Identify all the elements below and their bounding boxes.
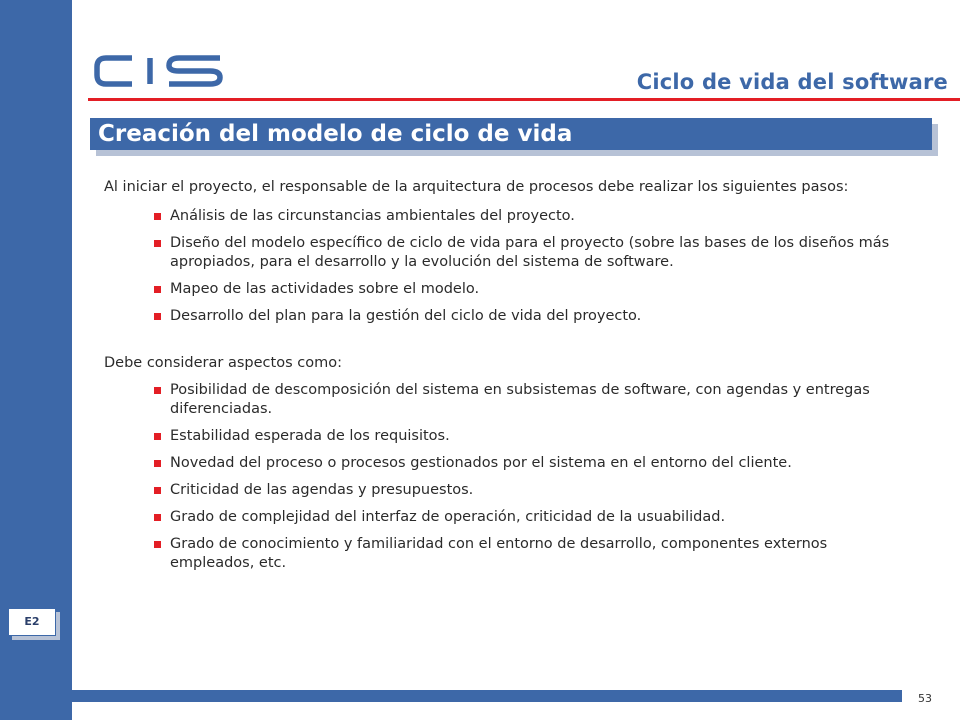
aspects-intro: Debe considerar aspectos como:: [104, 355, 342, 371]
bullet-icon: [154, 286, 161, 293]
list-item-text: Análisis de las circunstancias ambientales del proyecto.: [170, 208, 575, 224]
bullet-icon: [154, 460, 161, 467]
list-item-text: Posibilidad de descomposición del sistema en subsistemas de software, con agendas y entregas diferenciadas.: [170, 382, 870, 417]
bullet-icon: [154, 313, 161, 320]
list-item: [104, 381, 896, 419]
bullet-icon: [154, 514, 161, 521]
steps-list: [104, 207, 896, 326]
list-item: [104, 427, 896, 446]
list-item-text: Estabilidad esperada de los requisitos.: [170, 428, 450, 444]
intro-paragraph: Al iniciar el proyecto, el responsable de la arquitectura de procesos debe realizar los siguientes pasos:: [104, 179, 849, 195]
list-item-text: Criticidad de las agendas y presupuestos.: [170, 482, 474, 498]
list-item-text: Diseño del modelo específico de ciclo de vida para el proyecto (sobre las bases de los diseños más apropiados, para el desarrollo y la evolución del sistema de software.: [170, 235, 890, 270]
section-title: Ciclo de vida del software: [636, 70, 948, 94]
list-item: [104, 481, 896, 500]
list-item: [104, 307, 896, 326]
list-item-text: Grado de complejidad del interfaz de operación, criticidad de la usuabilidad.: [170, 509, 726, 525]
bullet-icon: [154, 487, 161, 494]
list-item: [104, 234, 896, 272]
list-item-text: Novedad del proceso o procesos gestionados por el sistema en el entorno del cliente.: [170, 455, 792, 471]
bullet-icon: [154, 541, 161, 548]
cis-logo-graphic: [94, 54, 224, 88]
slide-content: [104, 178, 896, 581]
slide-title: Creación del modelo de ciclo de vida: [90, 118, 932, 150]
list-item-text: Desarrollo del plan para la gestión del ciclo de vida del proyecto.: [170, 308, 642, 324]
page-number: 53: [918, 692, 932, 705]
bullet-icon: [154, 240, 161, 247]
list-item-text: Grado de conocimiento y familiaridad con el entorno de desarrollo, componentes externos empleados, etc.: [170, 536, 828, 571]
footer-bar: [72, 690, 902, 702]
bullet-icon: [154, 213, 161, 220]
list-item-text: Mapeo de las actividades sobre el modelo.: [170, 281, 480, 297]
list-item: [104, 508, 896, 527]
aspects-list: [104, 381, 896, 573]
bullet-icon: [154, 387, 161, 394]
list-item: [104, 535, 896, 573]
cis-logo: [94, 54, 224, 88]
bullet-icon: [154, 433, 161, 440]
list-item: [104, 207, 896, 226]
list-item: [104, 280, 896, 299]
section-badge: E2: [8, 608, 56, 636]
header-divider: [88, 98, 960, 101]
list-item: [104, 454, 896, 473]
